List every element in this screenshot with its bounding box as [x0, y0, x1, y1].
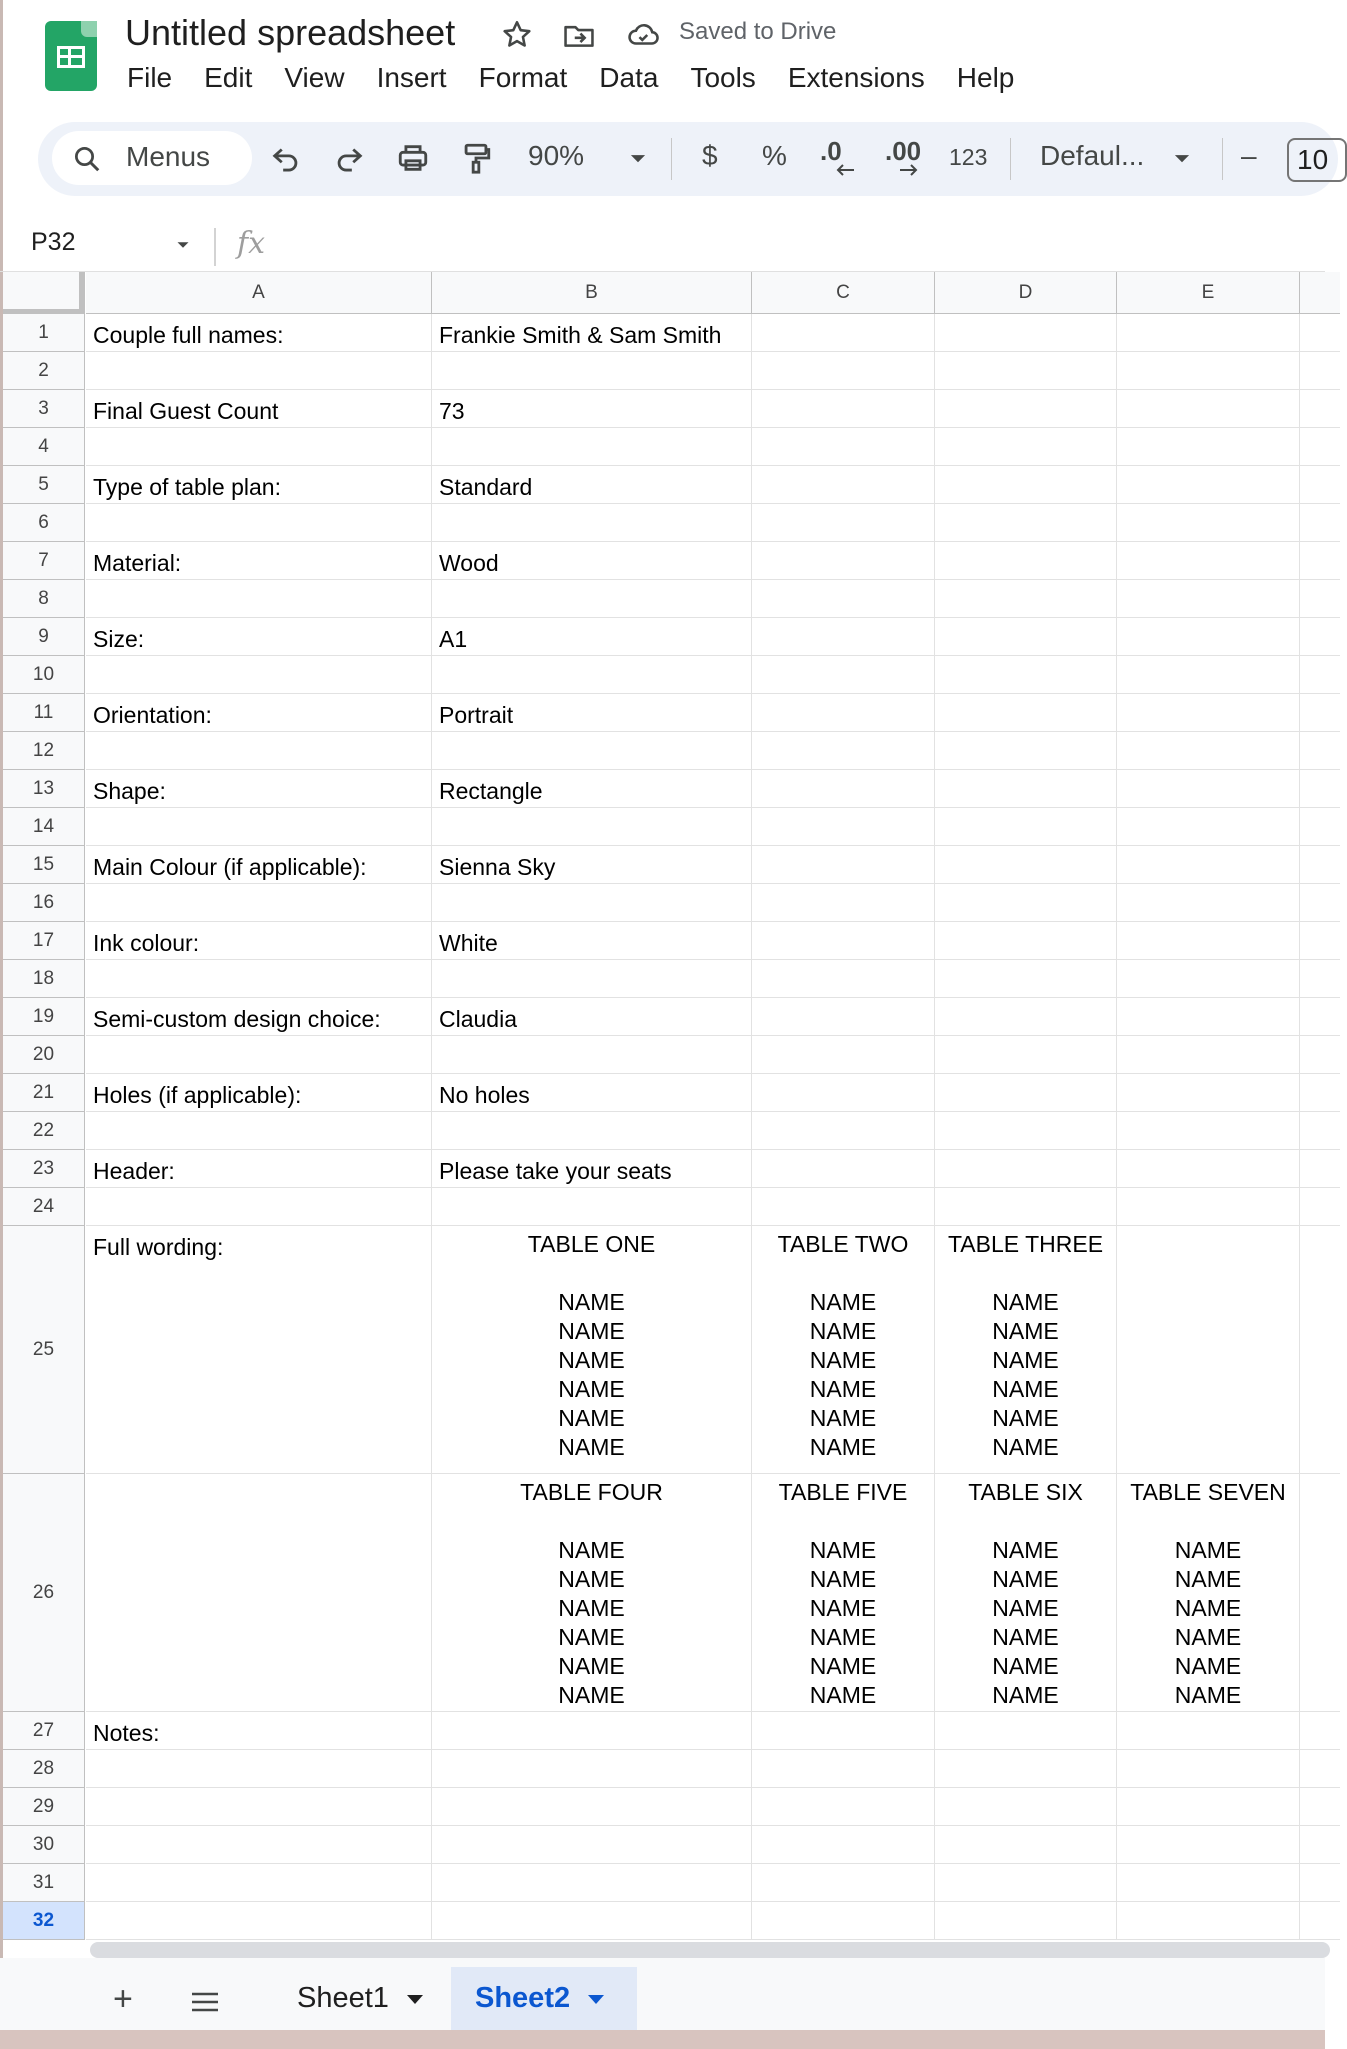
cell-a20[interactable] — [86, 1036, 432, 1074]
column-header-e[interactable]: E — [1117, 272, 1300, 314]
row-header-10[interactable]: 10 — [3, 656, 85, 694]
cell-d23[interactable] — [935, 1150, 1117, 1188]
cell-c21[interactable] — [752, 1074, 935, 1112]
cell-c25[interactable]: TABLE TWO NAME NAME NAME NAME NAME NAME — [752, 1226, 935, 1474]
cell-d8[interactable] — [935, 580, 1117, 618]
cell-f26[interactable] — [1300, 1474, 1340, 1712]
cell-f21[interactable] — [1300, 1074, 1340, 1112]
row-header-31[interactable]: 31 — [3, 1864, 85, 1902]
cell-d19[interactable] — [935, 998, 1117, 1036]
cell-d11[interactable] — [935, 694, 1117, 732]
cell-d16[interactable] — [935, 884, 1117, 922]
cell-c12[interactable] — [752, 732, 935, 770]
cell-d31[interactable] — [935, 1864, 1117, 1902]
column-header-c[interactable]: C — [752, 272, 935, 314]
cell-f18[interactable] — [1300, 960, 1340, 998]
cell-f1[interactable] — [1300, 314, 1340, 352]
cell-d18[interactable] — [935, 960, 1117, 998]
cell-e1[interactable] — [1117, 314, 1300, 352]
cell-f17[interactable] — [1300, 922, 1340, 960]
cell-e11[interactable] — [1117, 694, 1300, 732]
cell-e7[interactable] — [1117, 542, 1300, 580]
menu-insert[interactable]: Insert — [376, 62, 447, 93]
cell-f16[interactable] — [1300, 884, 1340, 922]
column-header-b[interactable]: B — [432, 272, 752, 314]
cell-b19[interactable]: Claudia — [432, 998, 752, 1036]
row-header-24[interactable]: 24 — [3, 1188, 85, 1226]
cell-d25[interactable]: TABLE THREE NAME NAME NAME NAME NAME NAME — [935, 1226, 1117, 1474]
cell-c19[interactable] — [752, 998, 935, 1036]
cell-b21[interactable]: No holes — [432, 1074, 752, 1112]
cell-f15[interactable] — [1300, 846, 1340, 884]
cell-e9[interactable] — [1117, 618, 1300, 656]
row-header-19[interactable]: 19 — [3, 998, 85, 1036]
cell-e23[interactable] — [1117, 1150, 1300, 1188]
row-header-6[interactable]: 6 — [3, 504, 85, 542]
search-icon — [72, 144, 102, 174]
cloud-saved-icon[interactable] — [626, 18, 660, 52]
cell-d1[interactable] — [935, 314, 1117, 352]
cell-e4[interactable] — [1117, 428, 1300, 466]
cell-e3[interactable] — [1117, 390, 1300, 428]
cell-d10[interactable] — [935, 656, 1117, 694]
row-header-21[interactable]: 21 — [3, 1074, 85, 1112]
cell-d21[interactable] — [935, 1074, 1117, 1112]
select-all-corner[interactable] — [3, 272, 85, 314]
cell-e16[interactable] — [1117, 884, 1300, 922]
cell-b3[interactable]: 73 — [432, 390, 752, 428]
cell-e26[interactable]: TABLE SEVEN NAME NAME NAME NAME NAME NAME — [1117, 1474, 1300, 1712]
cell-a10[interactable] — [86, 656, 432, 694]
zoom-select[interactable]: 90% — [528, 140, 585, 171]
print-icon[interactable] — [396, 141, 430, 175]
row-header-22[interactable]: 22 — [3, 1112, 85, 1150]
cell-d27[interactable] — [935, 1712, 1117, 1750]
cell-c29[interactable] — [752, 1788, 935, 1826]
cell-f4[interactable] — [1300, 428, 1340, 466]
move-to-folder-icon[interactable] — [562, 18, 596, 52]
cell-c16[interactable] — [752, 884, 935, 922]
menu-extensions[interactable]: Extensions — [787, 62, 925, 93]
more-formats-button[interactable]: 123 — [949, 144, 988, 170]
cell-c4[interactable] — [752, 428, 935, 466]
cell-c15[interactable] — [752, 846, 935, 884]
row-header-3[interactable]: 3 — [3, 390, 85, 428]
cell-d6[interactable] — [935, 504, 1117, 542]
undo-icon[interactable] — [269, 141, 303, 175]
percent-format-button[interactable]: % — [762, 140, 787, 171]
window-bottom-edge — [0, 2030, 1325, 2049]
cell-d2[interactable] — [935, 352, 1117, 390]
cell-e22[interactable] — [1117, 1112, 1300, 1150]
menu-tools[interactable]: Tools — [690, 62, 756, 93]
cell-a15[interactable]: Main Colour (if applicable): — [86, 846, 432, 884]
cell-c5[interactable] — [752, 466, 935, 504]
cell-d17[interactable] — [935, 922, 1117, 960]
cell-a8[interactable] — [86, 580, 432, 618]
row-header-25[interactable]: 25 — [3, 1226, 85, 1474]
cell-e30[interactable] — [1117, 1826, 1300, 1864]
row-header-15[interactable]: 15 — [3, 846, 85, 884]
sheets-logo-icon[interactable] — [45, 21, 97, 91]
cell-f24[interactable] — [1300, 1188, 1340, 1226]
horizontal-scrollbar[interactable] — [90, 1942, 1330, 1958]
sheet-tab-label: Sheet2 — [475, 1982, 571, 2014]
cell-a24[interactable] — [86, 1188, 432, 1226]
menu-file[interactable]: File — [127, 62, 173, 93]
cell-b10[interactable] — [432, 656, 752, 694]
zoom-chevron-down-icon[interactable] — [621, 141, 655, 175]
toolbar-divider — [1010, 138, 1011, 180]
cell-b16[interactable] — [432, 884, 752, 922]
save-status: Saved to Drive — [679, 18, 837, 45]
cell-f5[interactable] — [1300, 466, 1340, 504]
cell-d28[interactable] — [935, 1750, 1117, 1788]
sheet-tab-label: Sheet1 — [297, 1982, 389, 2014]
menu-help[interactable]: Help — [956, 62, 1015, 93]
cell-f7[interactable] — [1300, 542, 1340, 580]
cell-b23[interactable]: Please take your seats — [432, 1150, 752, 1188]
cell-d4[interactable] — [935, 428, 1117, 466]
menu-view[interactable]: View — [284, 62, 345, 93]
cell-a16[interactable] — [86, 884, 432, 922]
menu-format[interactable]: Format — [478, 62, 568, 93]
cell-c30[interactable] — [752, 1826, 935, 1864]
row-header-20[interactable]: 20 — [3, 1036, 85, 1074]
cell-a4[interactable] — [86, 428, 432, 466]
cell-c9[interactable] — [752, 618, 935, 656]
cell-c11[interactable] — [752, 694, 935, 732]
cell-d20[interactable] — [935, 1036, 1117, 1074]
cell-c7[interactable] — [752, 542, 935, 580]
cell-e18[interactable] — [1117, 960, 1300, 998]
cell-a25[interactable]: Full wording: — [86, 1226, 432, 1474]
cell-e8[interactable] — [1117, 580, 1300, 618]
cell-a29[interactable] — [86, 1788, 432, 1826]
cell-f3[interactable] — [1300, 390, 1340, 428]
cell-b32[interactable] — [432, 1902, 752, 1940]
cell-c13[interactable] — [752, 770, 935, 808]
cell-b12[interactable] — [432, 732, 752, 770]
cell-c8[interactable] — [752, 580, 935, 618]
cell-b15[interactable]: Sienna Sky — [432, 846, 752, 884]
cell-e20[interactable] — [1117, 1036, 1300, 1074]
cell-b18[interactable] — [432, 960, 752, 998]
cell-a2[interactable] — [86, 352, 432, 390]
cell-f31[interactable] — [1300, 1864, 1340, 1902]
cell-f13[interactable] — [1300, 770, 1340, 808]
cell-d29[interactable] — [935, 1788, 1117, 1826]
cell-a30[interactable] — [86, 1826, 432, 1864]
cell-d26[interactable]: TABLE SIX NAME NAME NAME NAME NAME NAME — [935, 1474, 1117, 1712]
cell-f14[interactable] — [1300, 808, 1340, 846]
cell-b4[interactable] — [432, 428, 752, 466]
row-header-27[interactable]: 27 — [3, 1712, 85, 1750]
paint-format-icon[interactable] — [459, 141, 493, 175]
sheet-tab-sheet1[interactable] — [273, 1967, 443, 2030]
toolbar-divider — [1222, 138, 1223, 180]
cell-a7[interactable]: Material: — [86, 542, 432, 580]
cell-c2[interactable] — [752, 352, 935, 390]
document-title[interactable]: Untitled spreadsheet — [125, 12, 456, 53]
cell-e28[interactable] — [1117, 1750, 1300, 1788]
cell-c14[interactable] — [752, 808, 935, 846]
cell-b29[interactable] — [432, 1788, 752, 1826]
cell-b28[interactable] — [432, 1750, 752, 1788]
cell-f9[interactable] — [1300, 618, 1340, 656]
formula-bar-divider — [214, 228, 216, 266]
row-header-32[interactable]: 32 — [3, 1902, 85, 1940]
sheet-tab-sheet2[interactable] — [451, 1967, 637, 2030]
cell-f23[interactable] — [1300, 1150, 1340, 1188]
cell-a13[interactable]: Shape: — [86, 770, 432, 808]
name-box[interactable]: P32 — [31, 228, 76, 256]
cell-a14[interactable] — [86, 808, 432, 846]
sheet-tab-chevron-down-icon[interactable] — [588, 1995, 604, 2004]
toolbar-divider — [671, 138, 672, 180]
cell-d14[interactable] — [935, 808, 1117, 846]
cell-a31[interactable] — [86, 1864, 432, 1902]
cell-f30[interactable] — [1300, 1826, 1340, 1864]
cell-e32[interactable] — [1117, 1902, 1300, 1940]
cell-c17[interactable] — [752, 922, 935, 960]
cell-e14[interactable] — [1117, 808, 1300, 846]
cell-a5[interactable]: Type of table plan: — [86, 466, 432, 504]
cell-b2[interactable] — [432, 352, 752, 390]
menu-edit[interactable]: Edit — [204, 62, 253, 93]
cell-a12[interactable] — [86, 732, 432, 770]
menu-data[interactable]: Data — [599, 62, 659, 93]
cell-b11[interactable]: Portrait — [432, 694, 752, 732]
row-header-30[interactable]: 30 — [3, 1826, 85, 1864]
row-header-5[interactable]: 5 — [3, 466, 85, 504]
cell-f19[interactable] — [1300, 998, 1340, 1036]
cell-a32[interactable] — [86, 1902, 432, 1940]
cell-b27[interactable] — [432, 1712, 752, 1750]
cell-b13[interactable]: Rectangle — [432, 770, 752, 808]
font-select[interactable]: Defaul... — [1040, 140, 1145, 171]
row-header-18[interactable]: 18 — [3, 960, 85, 998]
currency-format-button[interactable]: $ — [702, 140, 718, 171]
cell-c10[interactable] — [752, 656, 935, 694]
increase-decimal-arrow-icon — [898, 163, 920, 177]
cell-c3[interactable] — [752, 390, 935, 428]
cell-b30[interactable] — [432, 1826, 752, 1864]
cell-a1[interactable]: Couple full names: — [86, 314, 432, 352]
menu-bar — [127, 62, 1046, 98]
cell-b14[interactable] — [432, 808, 752, 846]
decrease-decimal-button[interactable]: .0 — [820, 136, 842, 166]
cell-d12[interactable] — [935, 732, 1117, 770]
cell-e21[interactable] — [1117, 1074, 1300, 1112]
cell-c32[interactable] — [752, 1902, 935, 1940]
row-header-9[interactable]: 9 — [3, 618, 85, 656]
font-size-input[interactable]: 10 — [1287, 138, 1347, 182]
row-header-28[interactable]: 28 — [3, 1750, 85, 1788]
cell-c23[interactable] — [752, 1150, 935, 1188]
cell-a9[interactable]: Size: — [86, 618, 432, 656]
cell-a23[interactable]: Header: — [86, 1150, 432, 1188]
cell-c28[interactable] — [752, 1750, 935, 1788]
column-header-d[interactable]: D — [935, 272, 1117, 314]
cell-d24[interactable] — [935, 1188, 1117, 1226]
cell-c20[interactable] — [752, 1036, 935, 1074]
row-header-26[interactable]: 26 — [3, 1474, 85, 1712]
search-menus-label: Menus — [126, 141, 211, 172]
cell-a17[interactable]: Ink colour: — [86, 922, 432, 960]
cell-d32[interactable] — [935, 1902, 1117, 1940]
cell-f20[interactable] — [1300, 1036, 1340, 1074]
row-header-14[interactable]: 14 — [3, 808, 85, 846]
cell-e27[interactable] — [1117, 1712, 1300, 1750]
cell-f8[interactable] — [1300, 580, 1340, 618]
cell-a27[interactable]: Notes: — [86, 1712, 432, 1750]
cell-f28[interactable] — [1300, 1750, 1340, 1788]
cell-d7[interactable] — [935, 542, 1117, 580]
cell-f6[interactable] — [1300, 504, 1340, 542]
cell-e29[interactable] — [1117, 1788, 1300, 1826]
cell-f22[interactable] — [1300, 1112, 1340, 1150]
cell-a28[interactable] — [86, 1750, 432, 1788]
row-header-16[interactable]: 16 — [3, 884, 85, 922]
increase-decimal-button[interactable]: .00 — [885, 136, 922, 166]
star-icon[interactable] — [500, 18, 534, 52]
cell-e5[interactable] — [1117, 466, 1300, 504]
row-header-1[interactable]: 1 — [3, 314, 85, 352]
sheet-tab-chevron-down-icon[interactable] — [407, 1995, 423, 2004]
cell-f32[interactable] — [1300, 1902, 1340, 1940]
row-header-29[interactable]: 29 — [3, 1788, 85, 1826]
cell-e15[interactable] — [1117, 846, 1300, 884]
cell-f10[interactable] — [1300, 656, 1340, 694]
cell-e24[interactable] — [1117, 1188, 1300, 1226]
row-header-7[interactable]: 7 — [3, 542, 85, 580]
cell-b20[interactable] — [432, 1036, 752, 1074]
font-chevron-down-icon[interactable] — [1165, 141, 1199, 175]
cell-a18[interactable] — [86, 960, 432, 998]
row-header-2[interactable]: 2 — [3, 352, 85, 390]
row-header-17[interactable]: 17 — [3, 922, 85, 960]
cell-c6[interactable] — [752, 504, 935, 542]
cell-c1[interactable] — [752, 314, 935, 352]
row-header-23[interactable]: 23 — [3, 1150, 85, 1188]
cell-b26[interactable]: TABLE FOUR NAME NAME NAME NAME NAME NAME — [432, 1474, 752, 1712]
cell-a11[interactable]: Orientation: — [86, 694, 432, 732]
cell-d5[interactable] — [935, 466, 1117, 504]
cell-e13[interactable] — [1117, 770, 1300, 808]
cell-a21[interactable]: Holes (if applicable): — [86, 1074, 432, 1112]
column-header-a[interactable]: A — [86, 272, 432, 314]
cell-c22[interactable] — [752, 1112, 935, 1150]
cell-f27[interactable] — [1300, 1712, 1340, 1750]
all-sheets-icon[interactable] — [189, 1990, 221, 2014]
cell-d13[interactable] — [935, 770, 1117, 808]
cell-c27[interactable] — [752, 1712, 935, 1750]
cell-f29[interactable] — [1300, 1788, 1340, 1826]
cell-b22[interactable] — [432, 1112, 752, 1150]
search-menus-input[interactable] — [52, 131, 252, 185]
cell-e25[interactable] — [1117, 1226, 1300, 1474]
cell-e17[interactable] — [1117, 922, 1300, 960]
cell-f11[interactable] — [1300, 694, 1340, 732]
cell-a6[interactable] — [86, 504, 432, 542]
cell-d3[interactable] — [935, 390, 1117, 428]
cell-f2[interactable] — [1300, 352, 1340, 390]
cell-c26[interactable]: TABLE FIVE NAME NAME NAME NAME NAME NAME — [752, 1474, 935, 1712]
cell-b17[interactable]: White — [432, 922, 752, 960]
cell-d22[interactable] — [935, 1112, 1117, 1150]
cell-a22[interactable] — [86, 1112, 432, 1150]
cell-c24[interactable] — [752, 1188, 935, 1226]
cell-a3[interactable]: Final Guest Count — [86, 390, 432, 428]
cell-e19[interactable] — [1117, 998, 1300, 1036]
cell-b1[interactable]: Frankie Smith & Sam Smith — [432, 314, 752, 352]
row-header-11[interactable]: 11 — [3, 694, 85, 732]
cell-e31[interactable] — [1117, 1864, 1300, 1902]
row-header-4[interactable]: 4 — [3, 428, 85, 466]
row-header-13[interactable]: 13 — [3, 770, 85, 808]
decrease-decimal-arrow-icon — [834, 163, 856, 177]
cell-e6[interactable] — [1117, 504, 1300, 542]
cell-d30[interactable] — [935, 1826, 1117, 1864]
name-box-chevron-down-icon[interactable] — [172, 234, 194, 256]
cell-b24[interactable] — [432, 1188, 752, 1226]
cell-a19[interactable]: Semi-custom design choice: — [86, 998, 432, 1036]
cell-b7[interactable]: Wood — [432, 542, 752, 580]
cell-f12[interactable] — [1300, 732, 1340, 770]
cell-a26[interactable] — [86, 1474, 432, 1712]
cell-b6[interactable] — [432, 504, 752, 542]
add-sheet-icon[interactable]: + — [113, 1980, 133, 2018]
row-header-8[interactable]: 8 — [3, 580, 85, 618]
decrease-font-size-button[interactable]: – — [1241, 140, 1257, 171]
cell-d15[interactable] — [935, 846, 1117, 884]
cell-d9[interactable] — [935, 618, 1117, 656]
cell-e10[interactable] — [1117, 656, 1300, 694]
cell-c31[interactable] — [752, 1864, 935, 1902]
cell-f25[interactable] — [1300, 1226, 1340, 1474]
cell-c18[interactable] — [752, 960, 935, 998]
cell-b8[interactable] — [432, 580, 752, 618]
redo-icon[interactable] — [332, 141, 366, 175]
cell-e2[interactable] — [1117, 352, 1300, 390]
cell-b31[interactable] — [432, 1864, 752, 1902]
cell-b5[interactable]: Standard — [432, 466, 752, 504]
fx-icon: fx — [237, 226, 266, 261]
cell-b25[interactable]: TABLE ONE NAME NAME NAME NAME NAME NAME — [432, 1226, 752, 1474]
row-header-12[interactable]: 12 — [3, 732, 85, 770]
column-header-f[interactable] — [1300, 272, 1340, 314]
cell-b9[interactable]: A1 — [432, 618, 752, 656]
cell-e12[interactable] — [1117, 732, 1300, 770]
